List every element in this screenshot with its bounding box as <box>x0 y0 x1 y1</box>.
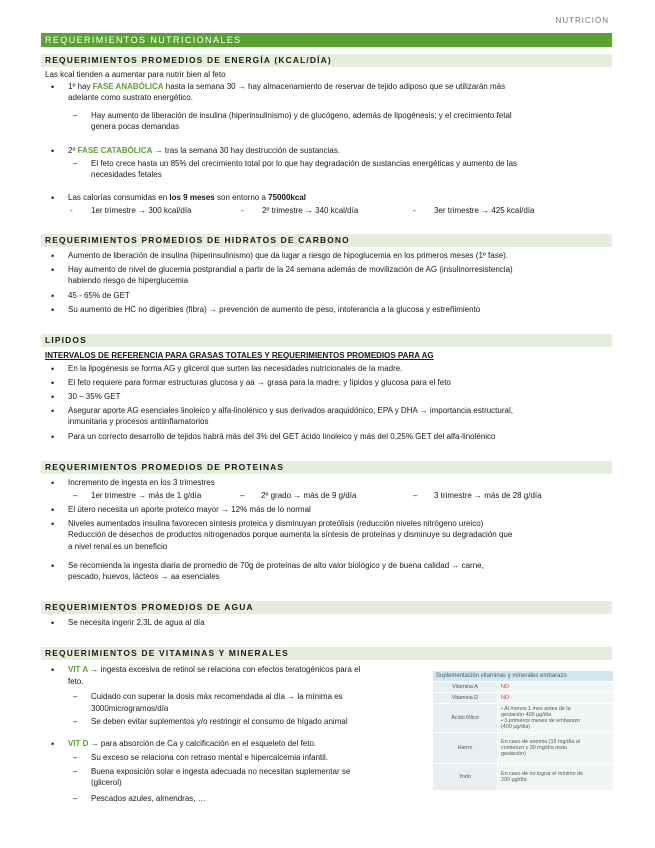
phase-catabolic-highlight: FASE CATABÓLICA <box>77 146 153 155</box>
bullet-icon: • <box>51 378 55 388</box>
bullet-icon: • <box>51 364 55 374</box>
table-row <box>433 733 614 764</box>
energy-phase1-sub: Hay aumento de liberación de insulina (hiperinsulinismo) y de glucógeno, además de lipogénesis; y el crecimiento fetal <box>91 111 512 120</box>
table-row-value: En caso de no lograr el mínimo de 200 µg/día <box>498 764 614 791</box>
carbs-item: Aumento de liberación de insulina (hiperinsulinismo) que da lugar a riesgo de hipoglucemia en los primeros meses (1º fase). <box>68 251 509 260</box>
dash-icon: – <box>73 767 78 776</box>
bullet-icon: • <box>51 561 55 571</box>
bullet-icon: • <box>51 305 55 315</box>
carbs-item: Su aumento de HC no digeribles (fibra) → prevención de aumento de peso, intolerancia a la glucosa y estreñimiento <box>68 305 481 314</box>
bullet-icon: • <box>51 478 55 488</box>
vitamin-d-sub: Su exceso se relaciona con retraso mental e hipercalcemia infantil. <box>91 753 329 762</box>
vitamin-a-item: VIT A → ingesta excesiva de retinol se relaciona con efectos teratogénicos para el <box>68 665 361 674</box>
table-row-value: En caso de anemia (15 mg/día al comienzo y 30 mg/día resto gestación) <box>498 733 614 764</box>
energy-trimester-2: 2º trimestre → 340 kcal/día <box>262 206 359 215</box>
water-item: Se necesita ingerir 2,3L de agua al día <box>68 618 205 627</box>
carbs-item: Hay aumento de nivel de glucemia postprandial a partir de la 24 semana además de movilización de AG (insulinorresistencia) <box>68 265 513 274</box>
table-row <box>433 693 614 704</box>
table-row-label: Ácido fólico <box>433 704 498 733</box>
energy-phase1-cont: adelante como sustrato energético. <box>68 93 193 102</box>
table-row <box>433 704 614 733</box>
lipids-item: Para un correcto desarrollo de tejidos habrá más del 3% del GET ácido linoleico y más del 0,25% GET del alfa-linolénico <box>68 432 496 441</box>
dash-icon: - <box>413 206 416 215</box>
dash-icon: – <box>73 753 78 762</box>
vitamin-a-sub: Cuidado con superar la dosis máx recomendada al día → la mínima es <box>91 692 343 701</box>
energy-trimester-1: 1er trimestre → 300 kcal/día <box>91 206 192 215</box>
vitamin-a-sub: Se deben evitar suplementos y/o restringir el consumo de hígado animal <box>91 717 348 726</box>
bullet-icon: • <box>51 193 55 203</box>
dash-icon: – <box>73 692 78 701</box>
proteins-item-cont: pescado, huevos, lácteos → aa esenciales <box>68 572 220 581</box>
vitamin-d-sub-cont: (glicerol) <box>91 778 122 787</box>
proteins-item: Niveles aumentados insulina favorecen síntesis proteica y disminuyan proteólisis (reducción niveles nitrógeno ureico) <box>68 519 484 528</box>
table-row-label: Hierro <box>433 733 498 764</box>
bullet-icon: • <box>51 406 55 416</box>
lipids-item: El feto requiere para formar estructuras glucosa y aa → grasa para la madre; y lípidos y glucosa para el feto <box>68 378 451 387</box>
bullet-icon: • <box>51 251 55 261</box>
proteins-trimester-1: 1er trimestre → más de 1 g/día <box>91 491 202 500</box>
carbs-item: 45 - 65% de GET <box>68 291 130 300</box>
vitamin-d-item: VIT D → para absorción de Ca y calcificación en el esqueleto del feto. <box>68 739 317 748</box>
energy-phase1-sub-cont: genera pocas demandas <box>91 122 180 131</box>
supplement-table <box>432 670 614 791</box>
proteins-item: Se recomienda la ingesta diaria de promedio de 70g de proteínas de alto valor biológico y de buena calidad → carne, <box>68 561 484 570</box>
carbs-item-cont: habiendo riesgo de hiperglucemia <box>68 276 189 285</box>
table-title: Suplementación vitaminas y minerales embarazo <box>433 671 614 682</box>
phase-anabolic-highlight: FASE ANABÓLICA <box>92 82 164 91</box>
vitamin-d-sub: Buena exposición solar e ingesta adecuada no necesitan suplementar se <box>91 767 351 776</box>
energy-phase2-sub-cont: necesidades fetales <box>91 170 162 179</box>
proteins-item-cont: a nivel renal es un beneficio <box>68 542 168 551</box>
vitamin-d-highlight: VIT D <box>68 739 89 748</box>
proteins-trimester-3: 3 trimestre → más de 28 g/día <box>434 491 542 500</box>
dash-icon: – <box>73 159 78 168</box>
lipids-subheading: INTERVALOS DE REFERENCIA PARA GRASAS TOTALES Y REQUERIMIENTOS PROMEDIOS PARA AG <box>45 351 434 360</box>
table-row-label: Vitamina A <box>433 682 498 693</box>
bullet-icon: • <box>51 739 55 749</box>
dash-icon: - <box>70 206 73 215</box>
section-heading-water: REQUERIMIENTOS PROMEDIOS DE AGUA <box>41 601 612 614</box>
table-row-value: • Al menos 1 mes antes de la gestación 400 µg/día • 3 primeros meses de embarazo (400 µg/día) <box>498 704 614 733</box>
section-heading-carbs: REQUERIMIENTOS PROMEDIOS DE HIDRATOS DE CARBONO <box>41 234 612 247</box>
table-row-value: NO <box>498 682 614 693</box>
lipids-item: En la lipogénesis se forma AG y glicerol que surten las necesidades nutricionales de la madre. <box>68 364 403 373</box>
section-heading-energy: REQUERIMIENTOS PROMEDIOS DE ENERGÍA (KCAL/DÍA) <box>41 54 612 67</box>
bullet-icon: • <box>51 432 55 442</box>
energy-phase2-sub: El feto crece hasta un 85% del crecimiento total por lo que hay degradación de sustancias energéticas y aumento de las <box>91 159 518 168</box>
proteins-trimester-2: 2º grado → más de 9 g/día <box>261 491 357 500</box>
lipids-item: 30 – 35% GET <box>68 392 121 401</box>
bullet-icon: • <box>51 665 55 675</box>
proteins-item: El útero necesita un aporte proteico mayor → 12% más de lo normal <box>68 505 311 514</box>
table-row <box>433 764 614 791</box>
bullet-icon: • <box>51 265 55 275</box>
dash-icon: – <box>73 794 78 803</box>
bullet-icon: • <box>51 618 55 628</box>
running-header: NUTRICIÓN <box>555 16 609 25</box>
vitamin-a-highlight: VIT A <box>68 665 89 674</box>
section-heading-proteins: REQUERIMIENTOS PROMEDIOS DE PROTEINAS <box>41 461 612 474</box>
bullet-icon: • <box>51 519 55 529</box>
dash-icon: – <box>240 491 245 500</box>
main-banner: REQUERIMIENTOS NUTRICIONALES <box>41 33 612 47</box>
energy-trimester-3: 3er trimestre → 425 kcal/día <box>434 206 535 215</box>
proteins-item: Incremento de ingesta en los 3 trimestres <box>68 478 215 487</box>
bullet-icon: • <box>51 505 55 515</box>
table-row-label: Yodo <box>433 764 498 791</box>
section-heading-lipids: LIPIDOS <box>41 334 612 347</box>
dash-icon: – <box>73 717 78 726</box>
lipids-item: Asegurar aporte AG esenciales linoleico y alfa-linolénico y sus derivados araquidónico, EPA y DHA → importancia estructural, <box>68 406 513 415</box>
lipids-item-cont: inmunitaria y procesos antiinflamatorios <box>68 417 209 426</box>
bullet-icon: • <box>51 392 55 402</box>
vitamin-a-sub-cont: 3000microgramos/día <box>91 704 169 713</box>
table-row-label: Vitamina D <box>433 693 498 704</box>
table-row <box>433 682 614 693</box>
dash-icon: – <box>73 111 78 120</box>
vitamin-a-item-cont: feto. <box>68 677 84 686</box>
bullet-icon: • <box>51 146 55 156</box>
section-heading-vitamins: REQUERIMIENTOS DE VITAMINAS Y MINERALES <box>41 647 612 660</box>
energy-calories: Las calorías consumidas en los 9 meses son entorno a 75000kcal <box>68 193 306 202</box>
vitamin-d-sub: Pescados azules, almendras, … <box>91 794 206 803</box>
dash-icon: – <box>413 491 418 500</box>
bullet-icon: • <box>51 291 55 301</box>
dash-icon: - <box>241 206 244 215</box>
energy-phase1: 1º hay FASE ANABÓLICA hasta la semana 30 → hay almacenamiento de reservar de tejido adiposo que se utilizarán más <box>68 82 506 91</box>
proteins-item-cont: Reducción de desechos de productos nitrogenados porque aumenta la síntesis de proteínas y disminuye su degradación que <box>68 530 513 539</box>
table-row-value: NO <box>498 693 614 704</box>
energy-phase2: 2º FASE CATABÓLICA → tras la semana 30 hay destrucción de sustancias. <box>68 146 341 155</box>
energy-intro: Las kcal tienden a aumentar para nutrir bien al feto <box>45 70 226 79</box>
bullet-icon: • <box>51 82 55 92</box>
dash-icon: – <box>73 491 78 500</box>
